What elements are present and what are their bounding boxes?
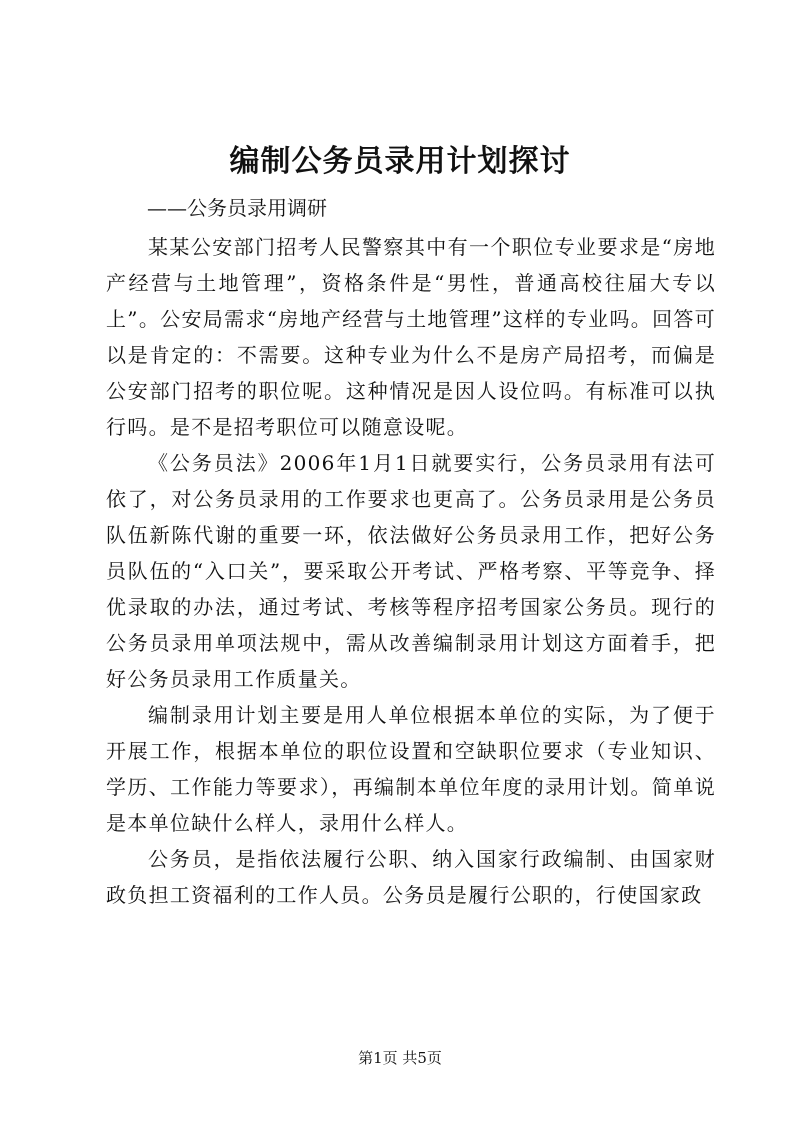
document-title: 编制公务员录用计划探讨 xyxy=(229,144,571,179)
paragraph-4: 公务员，是指依法履行公职、纳入国家行政编制、由国家财政负担工资福利的工作人员。公务员是履行公职的，行使国家政 xyxy=(106,847,716,907)
paragraph-1: 某某公安部门招考人民警察其中有一个职位专业要求是“房地产经营与土地管理”，资格条件是“男性，普通高校往届大专以上”。公安局需求“房地产经营与土地管理”这样的专业吗。回答可以是肯定的：不需要。这种专业为什么不是房产局招考，而偏是公安部门招考的职位呢。这种情况是因人设位吗。有标准可以执行吗。是不是招考职位可以随意设呢。 xyxy=(106,235,716,439)
document-subtitle: ——公务员录用调研 xyxy=(147,196,327,220)
page-footer: 第1页 共5页 xyxy=(358,1049,442,1067)
paragraph-3: 编制录用计划主要是用人单位根据本单位的实际，为了便于开展工作，根据本单位的职位设置和空缺职位要求（专业知识、学历、工作能力等要求），再编制本单位年度的录用计划。简单说是本单位缺什么样人，录用什么样人。 xyxy=(106,703,716,835)
document-body xyxy=(106,229,716,913)
paragraph-2: 《公务员法》2006年1月1日就要实行，公务员录用有法可依了，对公务员录用的工作要求也更高了。公务员录用是公务员队伍新陈代谢的重要一环，依法做好公务员录用工作，把好公务员队伍的“入口关”，要采取公开考试、严格考察、平等竞争、择优录取的办法，通过考试、考核等程序招考国家公务员。现行的公务员录用单项法规中，需从改善编制录用计划这方面着手，把好公务员录用工作质量关。 xyxy=(106,451,716,691)
